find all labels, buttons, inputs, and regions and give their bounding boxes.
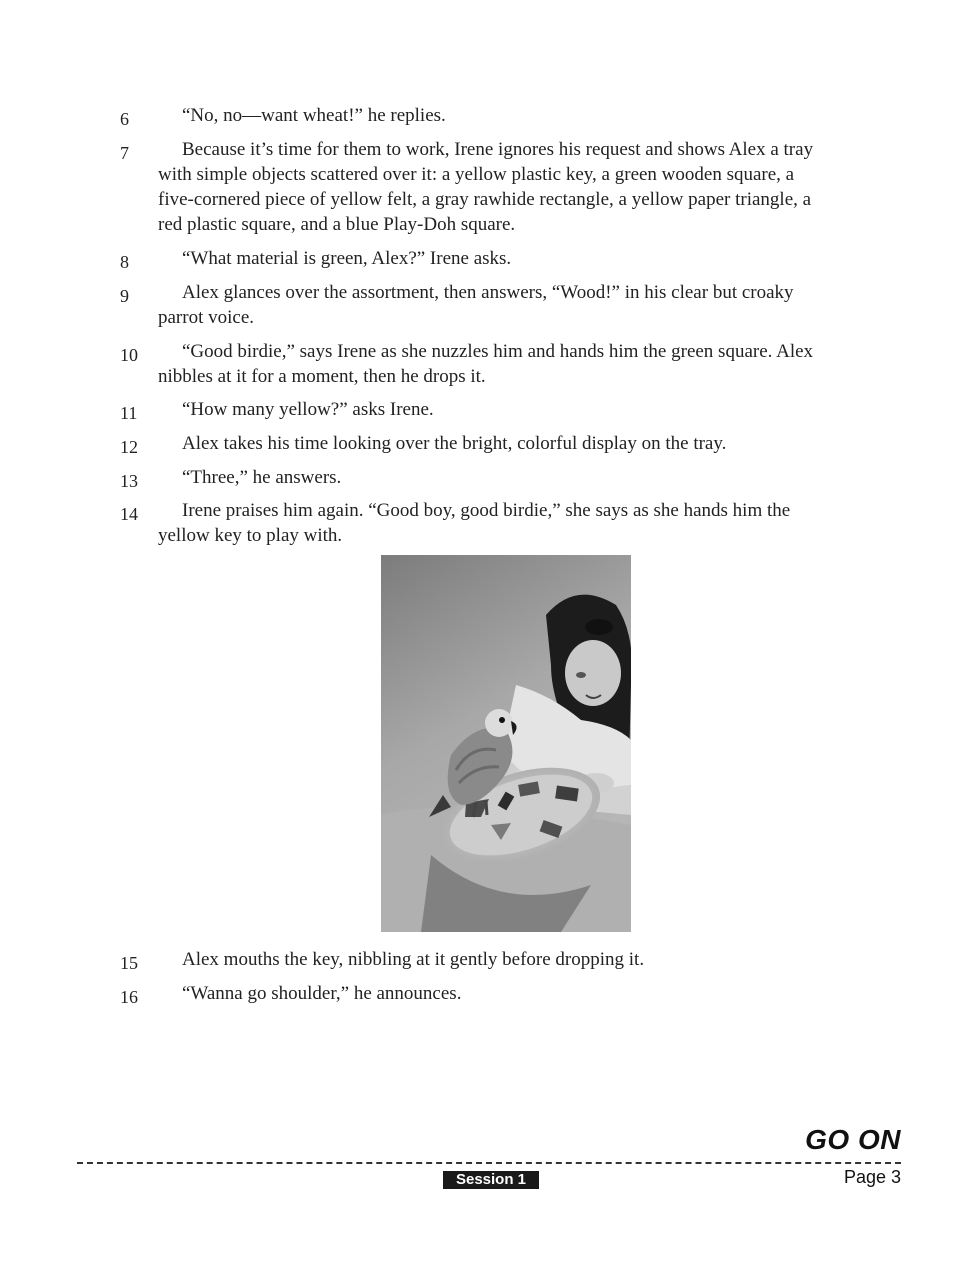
paragraph-16: “Wanna go shoulder,” he announces.	[182, 983, 462, 1004]
paragraph-number: 11	[120, 403, 138, 423]
paragraph-number: 12	[120, 437, 138, 457]
paragraph-number: 8	[120, 252, 129, 272]
paragraph-11: “How many yellow?” asks Irene.	[182, 399, 434, 420]
paragraph-number: 9	[120, 286, 129, 306]
paragraph-number: 6	[120, 109, 129, 129]
paragraph-9: Alex glances over the assortment, then answers, “Wood!” in his clear but croaky parrot voice.	[158, 282, 794, 328]
paragraph-14: Irene praises him again. “Good boy, good birdie,” she says as she hands him the yellow key to play with.	[158, 500, 791, 546]
paragraph-number: 13	[120, 471, 138, 491]
paragraph-6: “No, no—want wheat!” he replies.	[182, 105, 446, 126]
paragraph-10: “Good birdie,” says Irene as she nuzzles him and hands him the green square. Alex nibbles at it for a moment, then he drops it.	[158, 341, 814, 387]
paragraph-number: 7	[120, 143, 129, 163]
paragraph-13: “Three,” he answers.	[182, 467, 342, 488]
paragraph-number: 14	[120, 504, 138, 524]
footer-divider	[77, 1162, 901, 1164]
session-badge: Session 1	[443, 1171, 539, 1189]
parrot-photo	[381, 555, 631, 932]
paragraph-number: 16	[120, 987, 138, 1007]
paragraph-12: Alex takes his time looking over the bright, colorful display on the tray.	[182, 433, 727, 454]
paragraph-number: 10	[120, 345, 138, 365]
page-number: Page 3	[843, 1167, 901, 1187]
paragraph-7: Because it’s time for them to work, Irene ignores his request and shows Alex a tray with simple objects scattered over it: a yellow plastic key, a green wooden square, a five-cornered piece of yellow felt, a gray rawhide rectangle, a yellow paper triangle, a red plastic square, and a blue Play-Doh square.	[158, 139, 814, 235]
paragraph-8: “What material is green, Alex?” Irene asks.	[182, 248, 512, 269]
go-on-label: GO ON	[805, 1124, 901, 1155]
paragraph-15: Alex mouths the key, nibbling at it gently before dropping it.	[182, 949, 645, 970]
paragraph-number: 15	[120, 953, 138, 973]
